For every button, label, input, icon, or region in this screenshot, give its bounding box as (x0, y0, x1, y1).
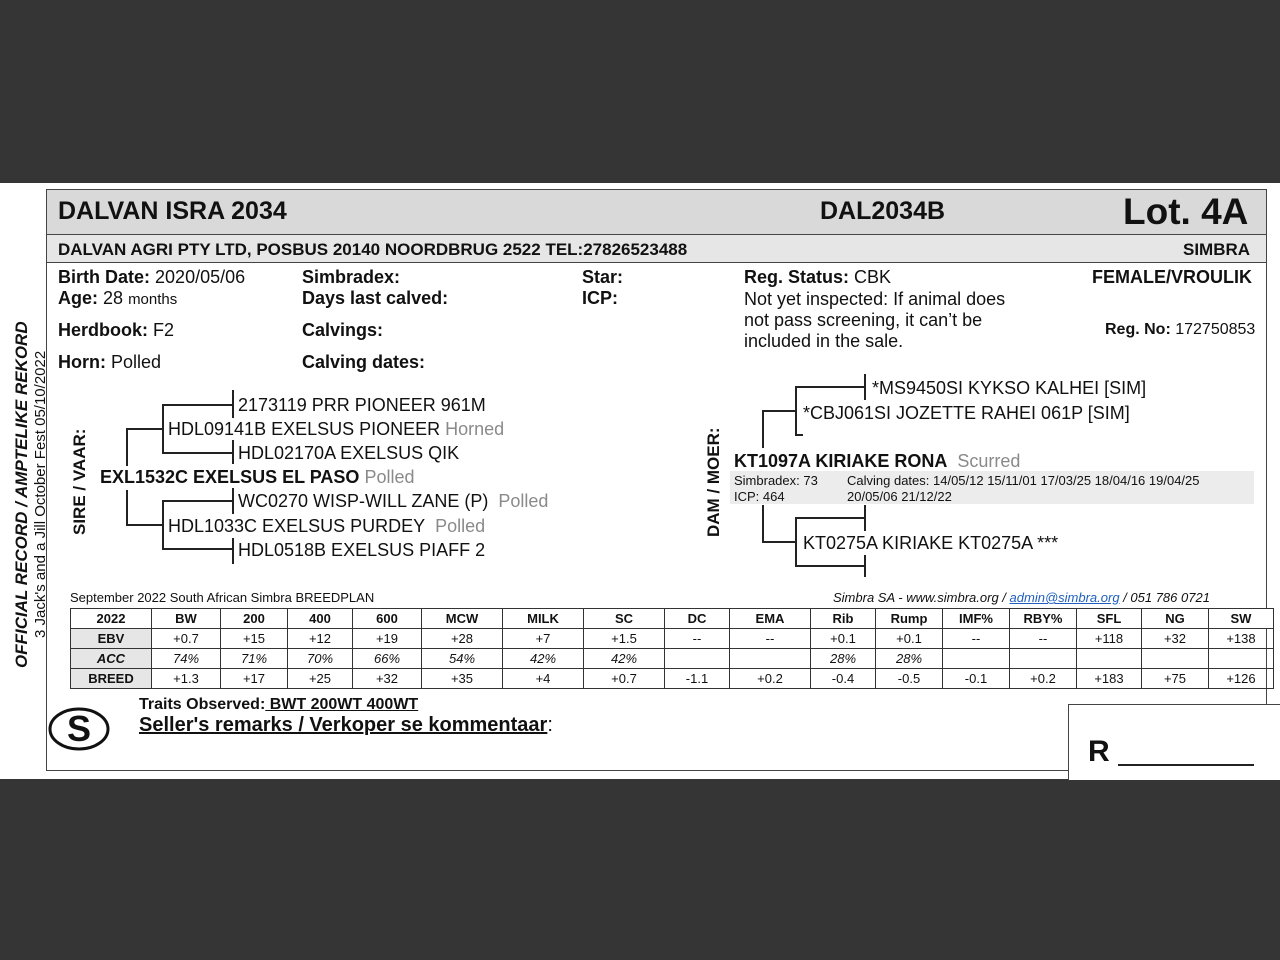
dam-dam: KT0275A KIRIAKE KT0275A *** (803, 533, 1059, 553)
birth-date: Birth Date: 2020/05/06 (58, 267, 246, 287)
ebv-cell: -- (1010, 629, 1077, 649)
inspection-note-1: Not yet inspected: If animal does (744, 289, 1006, 309)
pedigree-line (126, 428, 164, 430)
dam-simbradex: Simbradex: 73 (734, 473, 818, 488)
ebv-cell: +118 (1077, 629, 1142, 649)
ebv-header-cell: IMF% (943, 609, 1010, 629)
ebv-cell: 28% (876, 649, 943, 669)
ebv-cell: 74% (152, 649, 221, 669)
pedigree-line (795, 434, 803, 436)
pedigree-line (762, 410, 764, 448)
ebv-header-cell: BW (152, 609, 221, 629)
price-line[interactable] (1118, 764, 1254, 766)
icp-label: ICP: (582, 288, 618, 308)
dam-icp: ICP: 464 (734, 489, 785, 504)
ebv-row-label: ACC (71, 649, 152, 669)
age: Age: 28 months (58, 288, 178, 308)
ebv-header-cell: EMA (730, 609, 811, 629)
inspection-note-3: included in the sale. (744, 331, 904, 351)
pedigree-line (162, 404, 234, 406)
logo-letter: S (66, 708, 92, 749)
reg-status: Reg. Status: CBK (744, 267, 892, 287)
dam-calving-dates-1: Calving dates: 14/05/12 15/11/01 17/03/25 18/04/16 19/04/25 (847, 473, 1200, 488)
dam-label: DAM / MOER: (704, 427, 723, 537)
pedigree-line (126, 524, 164, 526)
ebv-cell: +35 (422, 669, 503, 689)
ebv-cell: +0.1 (876, 629, 943, 649)
ebv-cell: +17 (221, 669, 288, 689)
sire-sire-dam: HDL02170A EXELSUS QIK (238, 443, 460, 463)
ebv-cell: -0.5 (876, 669, 943, 689)
ebv-header-cell: RBY% (1010, 609, 1077, 629)
ebv-cell: +0.7 (152, 629, 221, 649)
ebv-cell: +1.3 (152, 669, 221, 689)
ebv-cell: -1.1 (665, 669, 730, 689)
ebv-header-cell: SFL (1077, 609, 1142, 629)
official-record-label: OFFICIAL RECORD / AMPTELIKE REKORD (12, 321, 31, 668)
days-last-calved-label: Days last calved: (302, 288, 449, 308)
pedigree-line (795, 386, 866, 388)
ebv-cell: 54% (422, 649, 503, 669)
ebv-row-label: EBV (71, 629, 152, 649)
ebv-header-cell: 2022 (71, 609, 152, 629)
ebv-cell: +0.2 (730, 669, 811, 689)
breedplan-contact: Simbra SA - www.simbra.org / admin@simbra.org / 051 786 0721 (833, 590, 1210, 605)
ebv-header-cell: SC (584, 609, 665, 629)
ebv-header-cell: MILK (503, 609, 584, 629)
ebv-cell: -0.4 (811, 669, 876, 689)
ebv-cell: +32 (1142, 629, 1209, 649)
ebv-cell: 42% (584, 649, 665, 669)
ebv-cell (1010, 649, 1077, 669)
pedigree-line (795, 517, 866, 519)
ebv-cell: 42% (503, 649, 584, 669)
pedigree-line (126, 428, 128, 466)
email-link[interactable]: admin@simbra.org (1009, 590, 1120, 605)
sire-sire: HDL09141B EXELSUS PIONEER Horned (168, 419, 505, 439)
pedigree-line (126, 490, 128, 526)
sex: FEMALE/VROULIK (1092, 267, 1252, 287)
ebv-cell: +28 (422, 629, 503, 649)
ebv-header-cell: 200 (221, 609, 288, 629)
ebv-cell (665, 649, 730, 669)
breedplan-title: September 2022 South African Simbra BREEDPLAN (70, 590, 375, 605)
ebv-header-cell: SW (1209, 609, 1274, 629)
ebv-cell (730, 649, 811, 669)
ebv-cell: +19 (353, 629, 422, 649)
ebv-header-cell: NG (1142, 609, 1209, 629)
ebv-header-cell: 600 (353, 609, 422, 629)
dam-sire: *CBJ061SI JOZETTE RAHEI 061P [SIM] (803, 403, 1130, 423)
dam-calving-dates-2: 20/05/06 21/12/22 (847, 489, 952, 504)
breed: SIMBRA (1183, 240, 1251, 259)
sire-sire-sire: 2173119 PRR PIONEER 961M (238, 395, 486, 415)
ebv-cell (1209, 649, 1274, 669)
ebv-cell: -- (730, 629, 811, 649)
star-label: Star: (582, 267, 624, 287)
pedigree-line (762, 410, 797, 412)
ebv-cell: +7 (503, 629, 584, 649)
owner-line: DALVAN AGRI PTY LTD, POSBUS 20140 NOORDBRUG 2522 TEL:27826523488 (58, 240, 688, 259)
ebv-cell: +25 (288, 669, 353, 689)
pedigree-line (864, 555, 866, 577)
lot-number: Lot. 4A (1123, 191, 1249, 232)
ebv-cell: +1.5 (584, 629, 665, 649)
pedigree-line (162, 500, 234, 502)
ebv-cell (1142, 649, 1209, 669)
sellers-remarks: Seller's remarks / Verkoper se kommentaar: (139, 714, 553, 736)
calving-dates-label: Calving dates: (302, 352, 426, 372)
ebv-cell: +75 (1142, 669, 1209, 689)
ebv-row (71, 649, 1274, 669)
ebv-row (71, 629, 1274, 649)
ebv-cell: +0.7 (584, 669, 665, 689)
ebv-cell: +15 (221, 629, 288, 649)
pedigree-line (762, 541, 797, 543)
dam-sire-sire: *MS9450SI KYKSO KALHEI [SIM] (872, 378, 1147, 398)
ebv-cell: -- (943, 629, 1010, 649)
ebv-row (71, 669, 1274, 689)
calvings-label: Calvings: (302, 320, 384, 340)
ebv-cell: 70% (288, 649, 353, 669)
pedigree-line (162, 500, 164, 550)
ebv-cell: +126 (1209, 669, 1274, 689)
ebv-header-cell: DC (665, 609, 730, 629)
pedigree-line (232, 538, 234, 564)
sire-dam-dam: HDL0518B EXELSUS PIAFF 2 (238, 540, 486, 560)
ebv-cell: +183 (1077, 669, 1142, 689)
simbra-logo (48, 706, 110, 752)
ebv-header-cell: 400 (288, 609, 353, 629)
ebv-header-cell: Rib (811, 609, 876, 629)
ebv-cell: -0.1 (943, 669, 1010, 689)
reg-number: Reg. No: 172750853 (1105, 321, 1256, 338)
ebv-row-label: BREED (71, 669, 152, 689)
ebv-cell: +4 (503, 669, 584, 689)
ebv-cell: +138 (1209, 629, 1274, 649)
animal-code: DAL2034B (820, 197, 946, 225)
traits-observed: Traits Observed: BWT 200WT 400WT (139, 696, 419, 713)
event-label: 3 Jack's and a Jill October Fest 05/10/2022 (32, 350, 49, 638)
pedigree-line (795, 565, 866, 567)
sire-label: SIRE / VAAR: (70, 428, 89, 535)
ebv-cell: -- (665, 629, 730, 649)
ebv-cell (1077, 649, 1142, 669)
herdbook: Herdbook: F2 (58, 320, 175, 340)
dam-name: KT1097A KIRIAKE RONA Scurred (734, 451, 1021, 471)
ebv-cell: 71% (221, 649, 288, 669)
ebv-cell (943, 649, 1010, 669)
ebv-cell: +32 (353, 669, 422, 689)
horn: Horn: Polled (58, 352, 162, 372)
ebv-cell: +12 (288, 629, 353, 649)
inspection-note-2: not pass screening, it can’t be (744, 310, 983, 330)
pedigree-line (795, 517, 797, 567)
ebv-header-cell: MCW (422, 609, 503, 629)
sire-name: EXL1532C EXELSUS EL PASO Polled (100, 467, 415, 487)
sire-dam: HDL1033C EXELSUS PURDEY Polled (168, 516, 486, 536)
ebv-cell: +0.1 (811, 629, 876, 649)
ebv-cell: 28% (811, 649, 876, 669)
ebv-cell: +0.2 (1010, 669, 1077, 689)
sire-dam-sire: WC0270 WISP-WILL ZANE (P) Polled (238, 491, 549, 511)
pedigree-line (762, 505, 764, 543)
simbradex-label: Simbradex: (302, 267, 401, 287)
pedigree-line (162, 548, 234, 550)
ebv-cell: 66% (353, 649, 422, 669)
ebv-header-cell: Rump (876, 609, 943, 629)
pedigree-line (864, 505, 866, 531)
ebv-table (70, 608, 1274, 689)
pedigree-line (162, 452, 234, 454)
animal-name: DALVAN ISRA 2034 (58, 197, 287, 225)
price-label: R (1088, 735, 1110, 768)
